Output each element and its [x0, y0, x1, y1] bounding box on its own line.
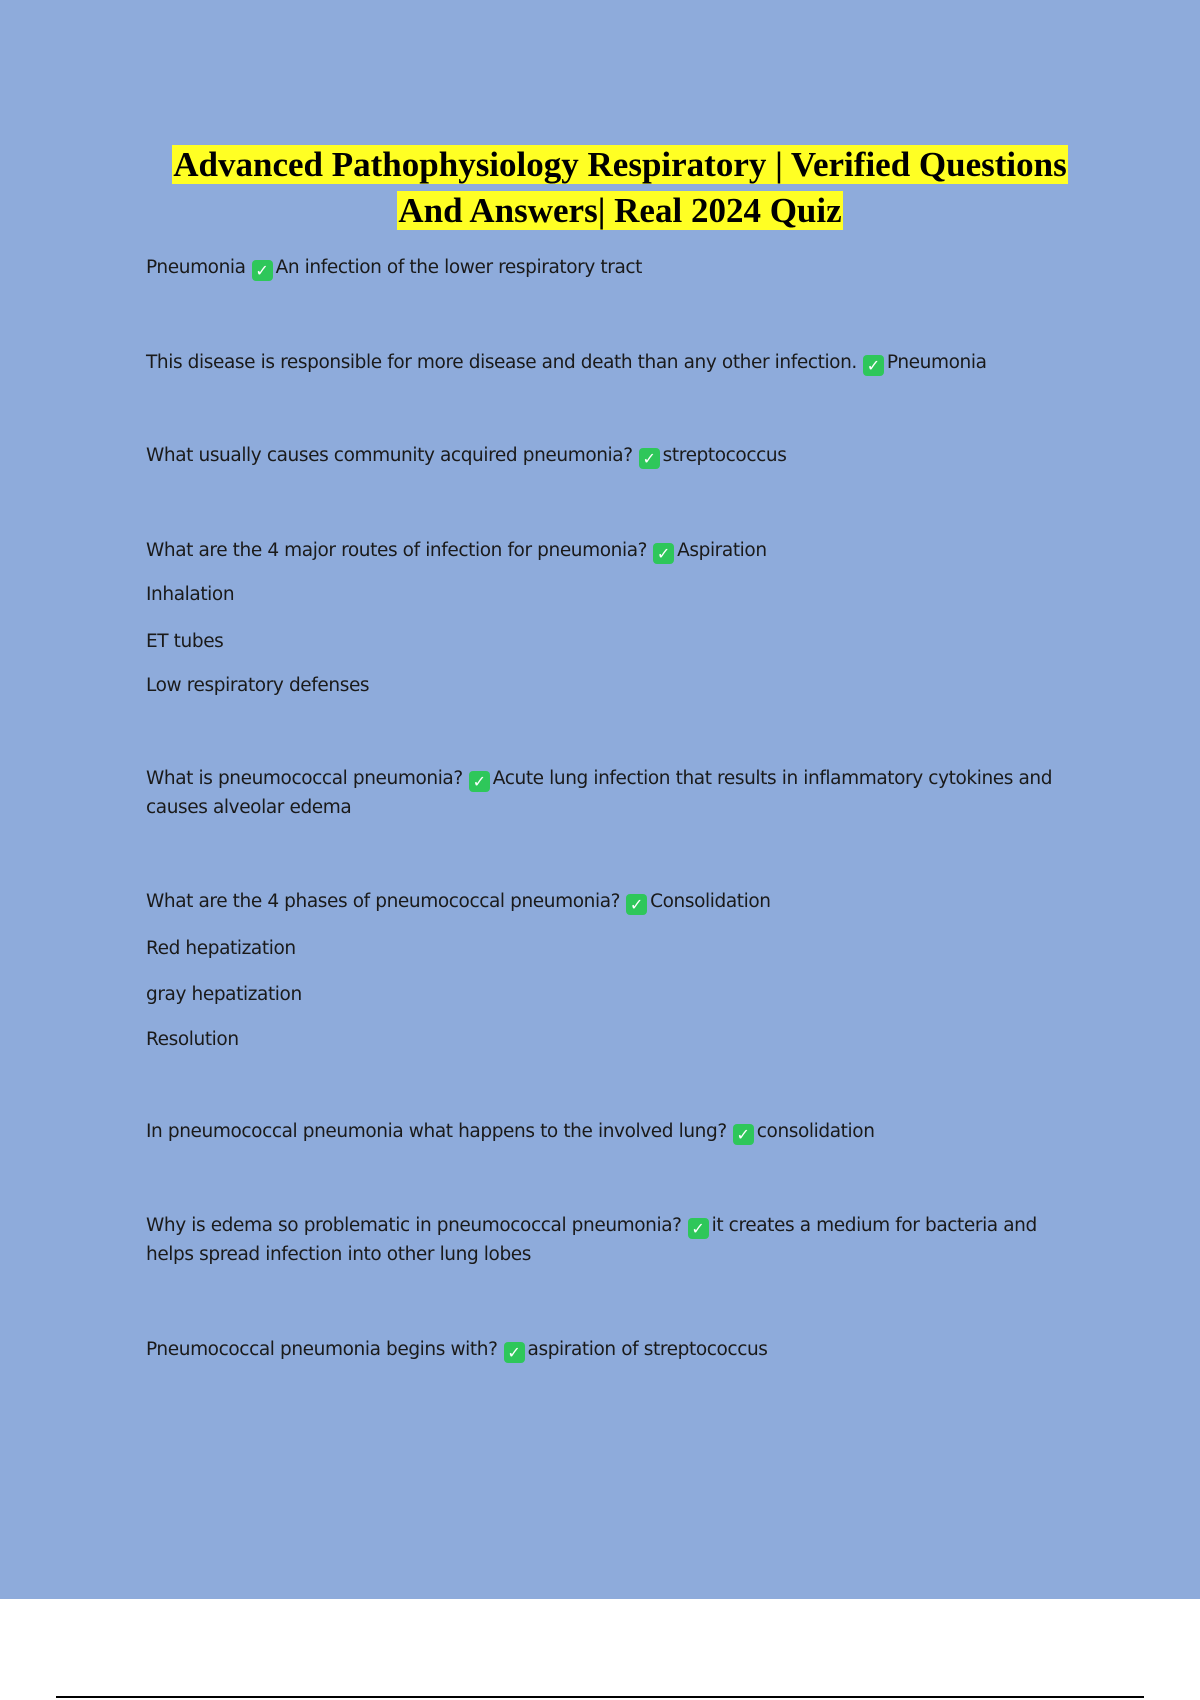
- answer-line: Red hepatization: [146, 938, 296, 959]
- answer-line: ET tubes: [146, 631, 224, 652]
- qa-item-7: [146, 1117, 1076, 1146]
- question-text: What usually causes community acquired pneumonia?: [146, 445, 633, 466]
- answer-text: Aspiration: [677, 540, 767, 561]
- answer-text: streptococcus: [662, 445, 787, 466]
- check-mark-icon: ✓: [733, 1124, 754, 1145]
- answer-text: Consolidation: [650, 891, 771, 912]
- check-mark-icon: ✓: [863, 355, 884, 376]
- check-mark-icon: ✓: [653, 543, 674, 564]
- answer-text: it creates a medium for bacteria and helps spread infection into other lung lobes: [146, 1215, 1037, 1265]
- qa-item-8: [146, 1211, 1076, 1269]
- footer-divider: [56, 1696, 1144, 1698]
- answer-text: Acute lung infection that results in inflammatory cytokines and causes alveolar edema: [146, 768, 1053, 818]
- check-mark-icon: ✓: [639, 448, 660, 469]
- question-text: Pneumococcal pneumonia begins with?: [146, 1339, 498, 1360]
- qa-item-9: [146, 1335, 1076, 1364]
- answer-text: Pneumonia: [886, 352, 987, 373]
- check-mark-icon: ✓: [469, 771, 490, 792]
- question-text: Pneumonia: [146, 257, 246, 278]
- question-text: This disease is responsible for more disease and death than any other infection.: [146, 352, 857, 373]
- answer-text: An infection of the lower respiratory tract: [275, 257, 643, 278]
- check-mark-icon: ✓: [688, 1218, 709, 1239]
- question-text: What are the 4 major routes of infection for pneumonia?: [146, 540, 648, 561]
- question-text: Why is edema so problematic in pneumococcal pneumonia?: [146, 1215, 682, 1236]
- question-text: What are the 4 phases of pneumococcal pneumonia?: [146, 891, 621, 912]
- answer-text: aspiration of streptococcus: [527, 1339, 768, 1360]
- question-text: In pneumococcal pneumonia what happens to the involved lung?: [146, 1121, 727, 1142]
- qa-item-4: [146, 536, 1076, 565]
- qa-item-2: [146, 348, 1076, 377]
- qa-item-3: [146, 441, 1076, 470]
- answer-line: gray hepatization: [146, 984, 302, 1005]
- qa-item-6: [146, 887, 1076, 916]
- answer-line: Resolution: [146, 1029, 239, 1050]
- qa-item-1: [146, 253, 1076, 282]
- question-text: What is pneumococcal pneumonia?: [146, 768, 463, 789]
- title-line-2: And Answers| Real 2024 Quiz: [398, 191, 842, 230]
- check-mark-icon: ✓: [626, 894, 647, 915]
- answer-line: Low respiratory defenses: [146, 675, 370, 696]
- page-title: [0, 142, 1200, 234]
- qa-item-5: [146, 764, 1076, 822]
- answer-text: consolidation: [756, 1121, 875, 1142]
- check-mark-icon: ✓: [252, 260, 273, 281]
- answer-line: Inhalation: [146, 584, 235, 605]
- title-line-1: Advanced Pathophysiology Respiratory | Verified Questions: [173, 145, 1067, 184]
- check-mark-icon: ✓: [504, 1342, 525, 1363]
